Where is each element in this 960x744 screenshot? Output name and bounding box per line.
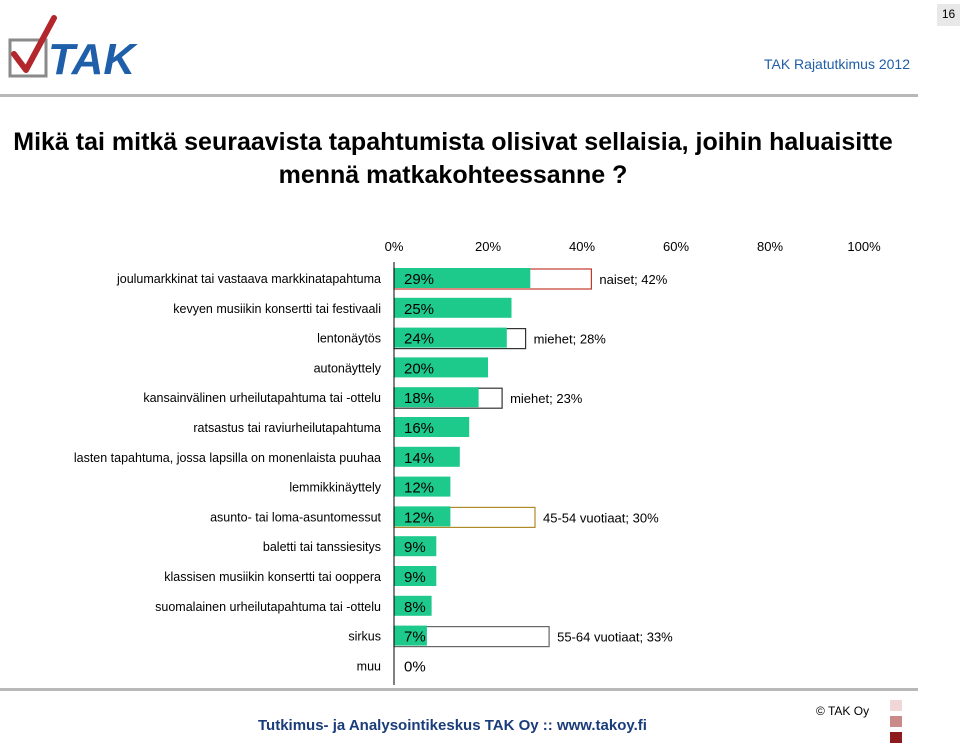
x-tick-label: 40% [568,239,596,254]
page-title: Mikä tai mitkä seuraavista tapahtumista olisivat sellaisia, joihin haluaisitte mennä matkakohteessanne ? [13,128,893,189]
category-label: kevyen musiikin konsertti tai festivaali [173,301,381,316]
tak-logo [8,14,158,84]
category-label: asunto- tai loma-asuntomessut [210,510,381,525]
x-tick-label: 0% [384,239,404,254]
x-tick-label: 100% [847,239,881,254]
highlight-label: miehet; 28% [533,331,606,347]
category-label: sirkus [348,629,381,644]
logo-text: TAK [48,35,136,84]
category-label: baletti tai tanssiesitys [262,540,381,555]
category-label: suomalainen urheilutapahtuma tai -ottelu [155,599,381,614]
value-label: 9% [404,569,426,586]
value-label: 0% [404,658,426,676]
bar-chart [0,230,960,685]
decor-square-dark [890,732,902,743]
category-label: kansainvälinen urheilutapahtuma tai -ottelu [143,391,381,406]
footer-text: Tutkimus- ja Analysointikeskus TAK Oy :: www.takoy.fi [258,717,647,734]
value-label: 12% [404,479,435,497]
decor-square-light [890,700,902,711]
category-label: autonäyttely [313,361,381,376]
page-number: 16 [937,4,960,26]
value-label: 12% [404,509,435,527]
x-tick-label: 80% [756,239,784,254]
value-label: 29% [404,271,435,288]
category-label: ratsastus tai raviurheilutapahtuma [193,421,381,435]
category-label: klassisen musiikin konsertti tai ooppera [164,570,381,584]
header-divider [0,94,918,97]
value-label: 18% [404,390,435,408]
category-label: lasten tapahtuma, jossa lapsilla on monenlaista puuhaa [73,450,381,465]
x-tick-label: 20% [474,239,502,254]
x-tick-label: 60% [662,239,690,254]
value-label: 8% [404,598,426,616]
value-label: 16% [404,420,435,437]
value-label: 20% [404,360,435,378]
value-label: 7% [404,628,426,646]
highlight-label: 55-64 vuotiaat; 33% [557,629,673,645]
value-label: 9% [404,539,426,557]
copyright: © TAK Oy [816,704,870,718]
value-label: 25% [404,300,435,318]
category-label: muu [356,659,381,674]
category-label: joulumarkkinat tai vastaava markkinatapahtuma [116,272,381,286]
footer-divider [0,688,918,691]
category-label: lentonäytös [317,331,381,346]
value-label: 24% [404,330,435,348]
category-label: lemmikkinäyttely [289,480,381,495]
highlight-label: naiset; 42% [599,272,668,287]
highlight-label: 45-54 vuotiaat; 30% [543,510,659,526]
decor-square-mid [890,716,902,727]
highlight-label: miehet; 23% [510,391,583,407]
value-label: 14% [404,449,435,467]
report-title: TAK Rajatutkimus 2012 [763,56,910,72]
